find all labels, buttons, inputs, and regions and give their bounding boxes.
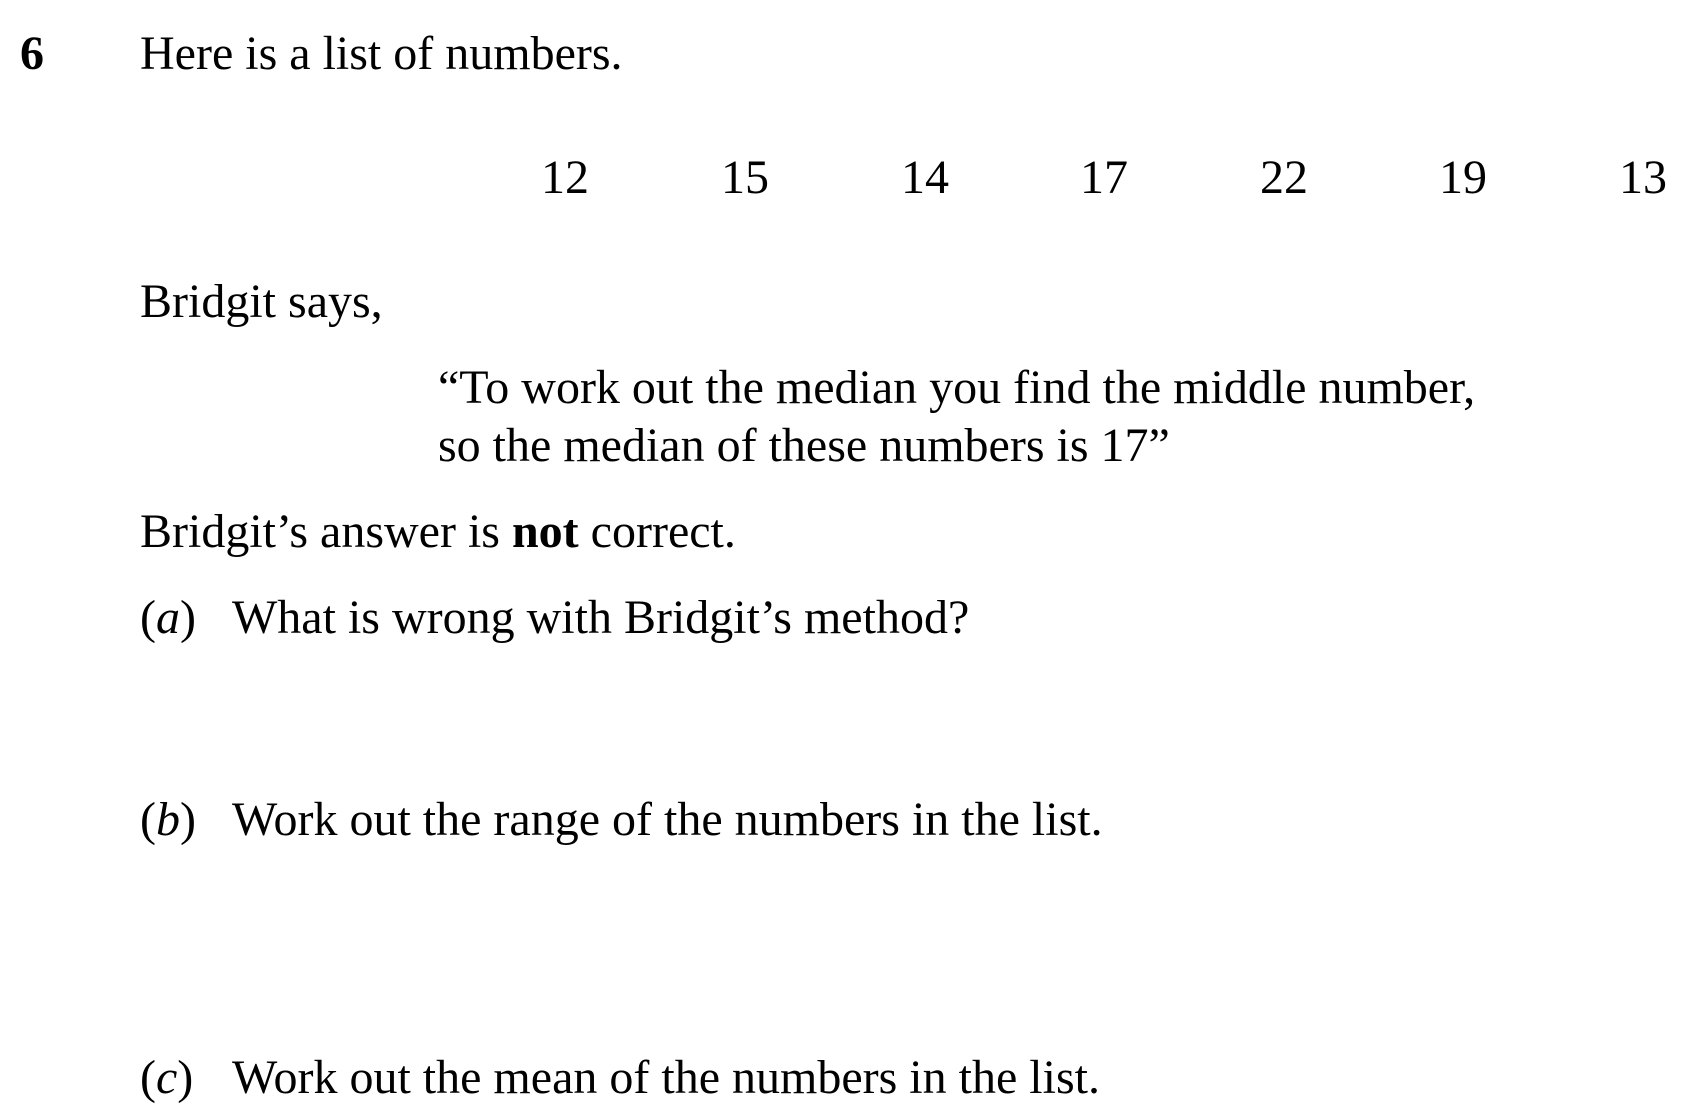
list-number-2: 15 [721,151,769,204]
part-a [140,591,970,644]
list-number-4: 17 [1080,151,1128,204]
question-intro: Here is a list of numbers. [140,27,623,80]
list-number-1: 12 [541,151,589,204]
list-number-3: 14 [901,151,949,204]
question-number: 6 [20,27,44,80]
part-c-text: Work out the mean of the numbers in the list. [232,1051,1100,1104]
statement-emphasis: not [511,505,579,558]
list-number-5: 22 [1260,151,1308,204]
statement-prefix: Bridgit’s answer is [140,505,512,558]
list-number-7: 13 [1619,151,1667,204]
bridgit-quote-line-1: “To work out the median you find the middle number, [438,361,1476,414]
part-c-label: (c) [140,1051,194,1104]
part-a-letter: a [155,591,180,644]
part-b-label: (b) [140,793,196,846]
statement-suffix: correct. [578,505,736,558]
bridgit-quote-line-2: so the median of these numbers is 17” [438,419,1170,472]
part-a-label: (a) [140,591,196,644]
part-a-text: What is wrong with Bridgit’s method? [232,591,970,644]
list-number-6: 19 [1439,151,1487,204]
bridgit-says: Bridgit says, [140,275,383,328]
part-b-text: Work out the range of the numbers in the list. [232,793,1103,846]
part-b [140,793,1103,846]
part-b-letter: b [155,793,180,846]
part-c-letter: c [155,1051,178,1104]
part-c [140,1051,1100,1104]
answer-not-correct-statement [140,505,736,558]
